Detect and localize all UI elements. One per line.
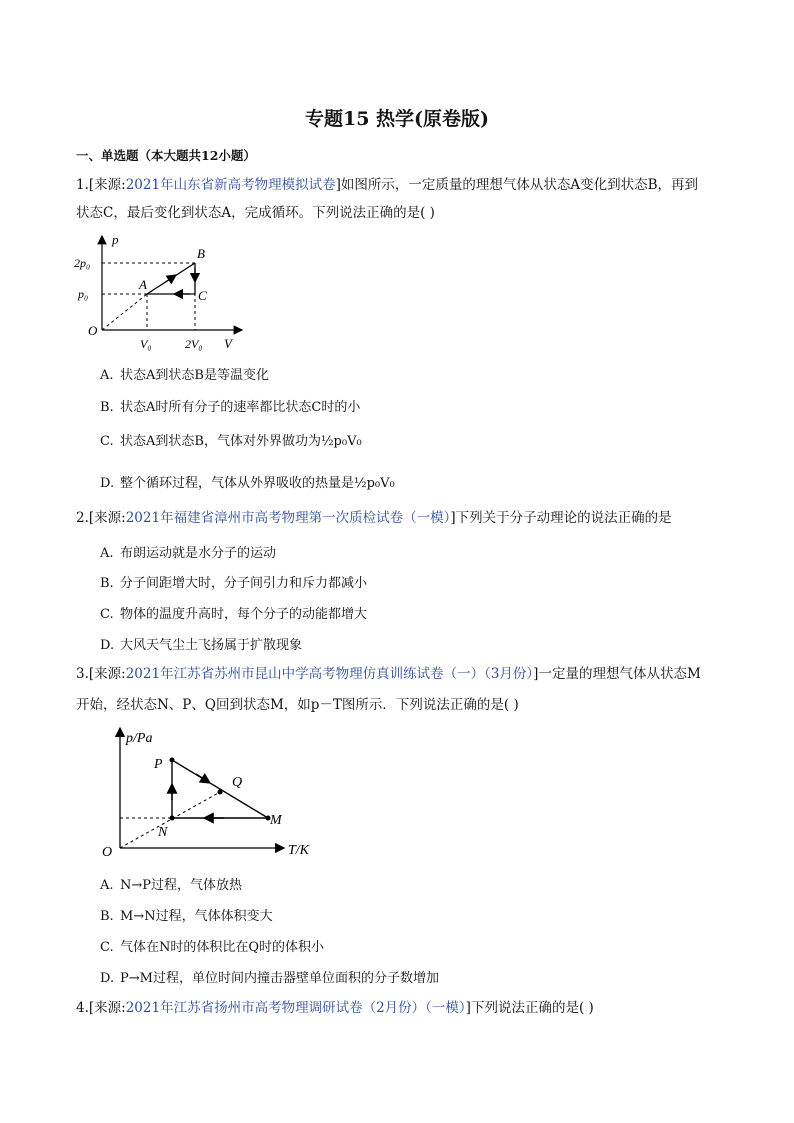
section-heading: 一、单选题（本大题共12小题） — [76, 148, 256, 163]
point-a-label: A — [139, 277, 147, 292]
point-m-label: M — [270, 813, 282, 828]
pv-diagram — [72, 228, 252, 358]
question-text: ]下列关于分子动理论的说法正确的是 — [450, 510, 672, 526]
x-axis-label: T/K — [288, 843, 310, 858]
source-link[interactable]: 2021年福建省漳州市高考物理第一次质检试卷（一模） — [125, 510, 451, 526]
question-4-line-1 — [76, 997, 594, 1019]
source-link[interactable]: 2021年山东省新高考物理模拟试卷 — [125, 177, 336, 193]
q2-option-b[interactable]: B. 分子间距增大时，分子间引力和斥力都减小 — [100, 576, 368, 591]
question-1-line-2: 状态C，最后变化到状态A，完成循环。下列说法正确的是( ) — [76, 205, 435, 221]
page-title: 专题15 热学(原卷版) — [304, 108, 490, 130]
source-prefix: [来源: — [88, 177, 126, 193]
q2-option-c[interactable]: C. 物体的温度升高时，每个分子的动能都增大 — [100, 607, 368, 622]
question-2-line-1 — [76, 507, 672, 529]
q3-option-a[interactable]: A. N→P过程，气体放热 — [100, 878, 243, 893]
source-link[interactable]: 2021年江苏省扬州市高考物理调研试卷（2月份）（一模） — [125, 1000, 466, 1016]
y-axis-label: p — [112, 232, 119, 247]
source-prefix: [来源: — [88, 666, 126, 682]
q3-option-c[interactable]: C. 气体在N时的体积比在Q时的体积小 — [100, 940, 325, 955]
question-text: ]下列说法正确的是( ) — [465, 1000, 594, 1016]
point-q-label: Q — [232, 775, 243, 790]
q1-option-d[interactable]: D. 整个循环过程，气体从外界吸收的热量是½p₀V₀ — [100, 476, 395, 491]
question-text: ]一定量的理想气体从状态M — [533, 666, 701, 682]
q2-option-d[interactable]: D. 大风天气尘土飞扬属于扩散现象 — [100, 638, 303, 653]
question-3-line-1 — [76, 663, 701, 685]
question-3-line-2: 开始，经状态N、P、Q回到状态M，如p－T图所示．下列说法正确的是( ) — [76, 697, 519, 713]
y-axis-label: p/Pa — [126, 731, 153, 746]
q3-option-b[interactable]: B. M→N过程，气体体积变大 — [100, 909, 273, 924]
q1-option-c[interactable]: C. 状态A到状态B，气体对外界做功为½p₀V₀ — [100, 434, 362, 449]
x-tick-2v0: 2V₀ — [185, 337, 203, 351]
point-p-label: P — [154, 757, 163, 772]
q3-option-d[interactable]: D. P→M过程，单位时间内撞击器壁单位面积的分子数增加 — [100, 971, 439, 986]
source-suffix: ] — [335, 177, 341, 193]
question-number: 4. — [76, 1000, 89, 1016]
question-number: 3. — [76, 666, 89, 682]
point-b-label: B — [197, 246, 205, 261]
source-prefix: [来源: — [88, 1000, 126, 1016]
process-p-m — [172, 760, 268, 818]
source-prefix: [来源: — [88, 510, 126, 526]
x-axis-label: V — [224, 336, 232, 351]
q1-option-b[interactable]: B. 状态A时所有分子的速率都比状态C时的小 — [100, 400, 361, 415]
question-1-line-1 — [76, 174, 698, 196]
point-n-label: N — [158, 825, 168, 840]
question-text: 如图所示，一定质量的理想气体从状态A变化到状态B，再到 — [340, 177, 699, 193]
origin-label: O — [88, 323, 98, 338]
q2-option-a[interactable]: A. 布朗运动就是水分子的运动 — [100, 546, 277, 561]
origin-label: O — [102, 845, 113, 860]
question-number: 2. — [76, 510, 89, 526]
q1-option-a[interactable]: A. 状态A到状态B是等温变化 — [100, 368, 269, 383]
pt-diagram — [96, 722, 326, 862]
question-number: 1. — [76, 177, 89, 193]
point-c-label: C — [198, 288, 207, 303]
y-tick-p0: p₀ — [78, 287, 89, 301]
x-tick-v0: V₀ — [140, 337, 152, 351]
y-tick-2p0: 2p₀ — [74, 256, 91, 270]
source-link[interactable]: 2021年江苏省苏州市昆山中学高考物理仿真训练试卷（一）（3月份） — [125, 666, 534, 682]
